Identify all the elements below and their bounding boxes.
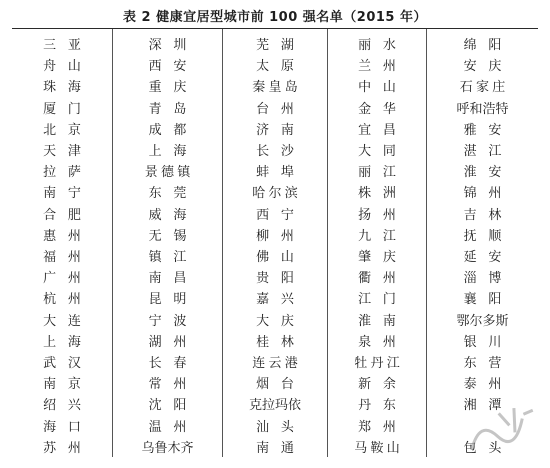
table-cell: 嘉兴 [256,292,306,308]
table-cell: 苏州 [43,440,93,456]
table-cell: 大同 [358,144,408,159]
table-cell: 佛山 [256,250,306,265]
table-cell: 南通 [256,440,306,456]
city-table [12,29,538,457]
table-cell: 济南 [256,122,306,138]
table-cell: 乌鲁木齐 [141,440,194,456]
table-cell: 柳州 [256,228,306,244]
table-cell: 宜昌 [358,122,408,138]
table-column-2 [112,29,222,457]
table-cell: 烟台 [256,377,306,393]
table-cell: 马鞍山 [354,440,403,456]
table-cell: 常州 [148,377,199,393]
table-column-3 [222,29,327,457]
table-cell: 惠州 [43,228,93,244]
table-cell: 泰州 [463,377,514,393]
table-cell: 景德镇 [144,165,194,181]
table-cell: 福州 [43,250,93,265]
table-cell: 西宁 [256,207,306,223]
table-cell: 绵阳 [463,38,514,53]
table-cell: 淮安 [463,165,514,181]
table-cell: 抚顺 [463,228,514,244]
table-cell: 郑州 [358,419,408,435]
table-cell: 安庆 [463,59,514,75]
table-cell: 温州 [148,419,199,435]
table-cell: 丽水 [358,38,408,53]
table-cell: 贵阳 [256,271,306,287]
table-cell: 秦皇岛 [252,80,301,96]
table-cell: 天津 [43,144,93,159]
table-cell: 汕头 [256,419,306,435]
table-cell: 银川 [463,334,514,350]
table-cell [427,418,538,438]
table-cell: 芜湖 [256,38,306,53]
table-cell: 舟山 [43,59,93,75]
table-cell: 兰州 [358,59,408,75]
table-cell: 鄂尔多斯 [456,313,509,329]
table-cell: 丽江 [358,165,408,181]
table-cell: 九江 [358,228,408,244]
table-cell: 东营 [463,356,514,371]
table-cell: 雅安 [463,122,514,138]
table-cell: 上海 [148,144,199,159]
table-cell: 太原 [256,59,306,75]
table-cell: 中山 [358,80,408,96]
table-cell: 青岛 [148,101,199,117]
table-cell: 南昌 [148,271,199,287]
table-cell: 宁波 [148,313,199,329]
table-cell: 重庆 [148,80,199,96]
table-cell: 广州 [43,271,93,287]
table-cell: 武汉 [43,356,93,371]
table-cell: 台州 [256,101,306,117]
table-cell: 湖州 [148,334,199,350]
table-cell: 江门 [358,292,408,308]
table-column-5 [426,29,538,457]
table-cell: 长沙 [256,144,306,159]
table-cell: 蚌埠 [256,165,306,181]
table-cell: 深圳 [148,38,199,53]
table-cell: 淄博 [463,271,514,287]
table-cell: 衢州 [358,271,408,287]
table-cell: 新余 [358,377,408,393]
table-cell: 牡丹江 [354,356,403,371]
table-cell: 大连 [43,313,93,329]
table-cell: 杭州 [43,292,93,308]
table-cell: 吉林 [463,207,514,223]
table-cell: 石家庄 [459,80,509,96]
table-cell: 南京 [43,377,93,393]
table-cell: 厦门 [43,101,93,117]
table-cell: 沈阳 [148,398,199,414]
table-cell: 延安 [463,250,514,265]
table-cell: 东莞 [148,186,199,202]
table-cell: 长春 [148,356,199,371]
table-cell: 南宁 [43,186,93,202]
table-cell: 无锡 [148,228,199,244]
table-column-4 [327,29,426,457]
table-cell: 湛江 [463,144,514,159]
table-cell: 昆明 [148,292,199,308]
table-cell: 株洲 [358,186,408,202]
table-cell: 泉州 [358,334,408,350]
table-cell: 大庆 [256,313,306,329]
table-cell: 合肥 [43,207,93,223]
table-cell: 镇江 [148,250,199,265]
table-cell: 呼和浩特 [456,101,509,117]
table-cell: 拉萨 [43,165,93,181]
table-cell: 珠海 [43,80,93,96]
table-cell: 海口 [43,419,93,435]
table-cell: 连云港 [252,356,301,371]
table-cell: 包头 [463,440,514,456]
table-cell: 湘潭 [463,398,514,414]
table-cell: 桂林 [256,334,306,350]
table-cell: 金华 [358,101,408,117]
table-cell: 成都 [148,122,199,138]
table-cell: 锦州 [463,186,514,202]
table-cell: 丹东 [358,398,408,414]
table-title: 表 2 健康宜居型城市前 100 强名单（2015 年） [123,10,427,25]
table-cell: 克拉玛依 [248,398,301,414]
table-cell: 北京 [43,122,93,138]
table-column-1 [12,29,112,457]
table-cell: 绍兴 [43,398,93,414]
table-cell: 西安 [148,59,199,75]
table-cell: 威海 [148,207,199,223]
table-cell: 三亚 [43,38,93,53]
table-cell: 淮南 [358,313,408,329]
table-cell: 上海 [43,334,93,350]
table-cell: 襄阳 [463,292,514,308]
table-cell: 哈尔滨 [252,186,301,202]
table-cell: 肇庆 [358,250,408,265]
table-cell: 扬州 [358,207,408,223]
